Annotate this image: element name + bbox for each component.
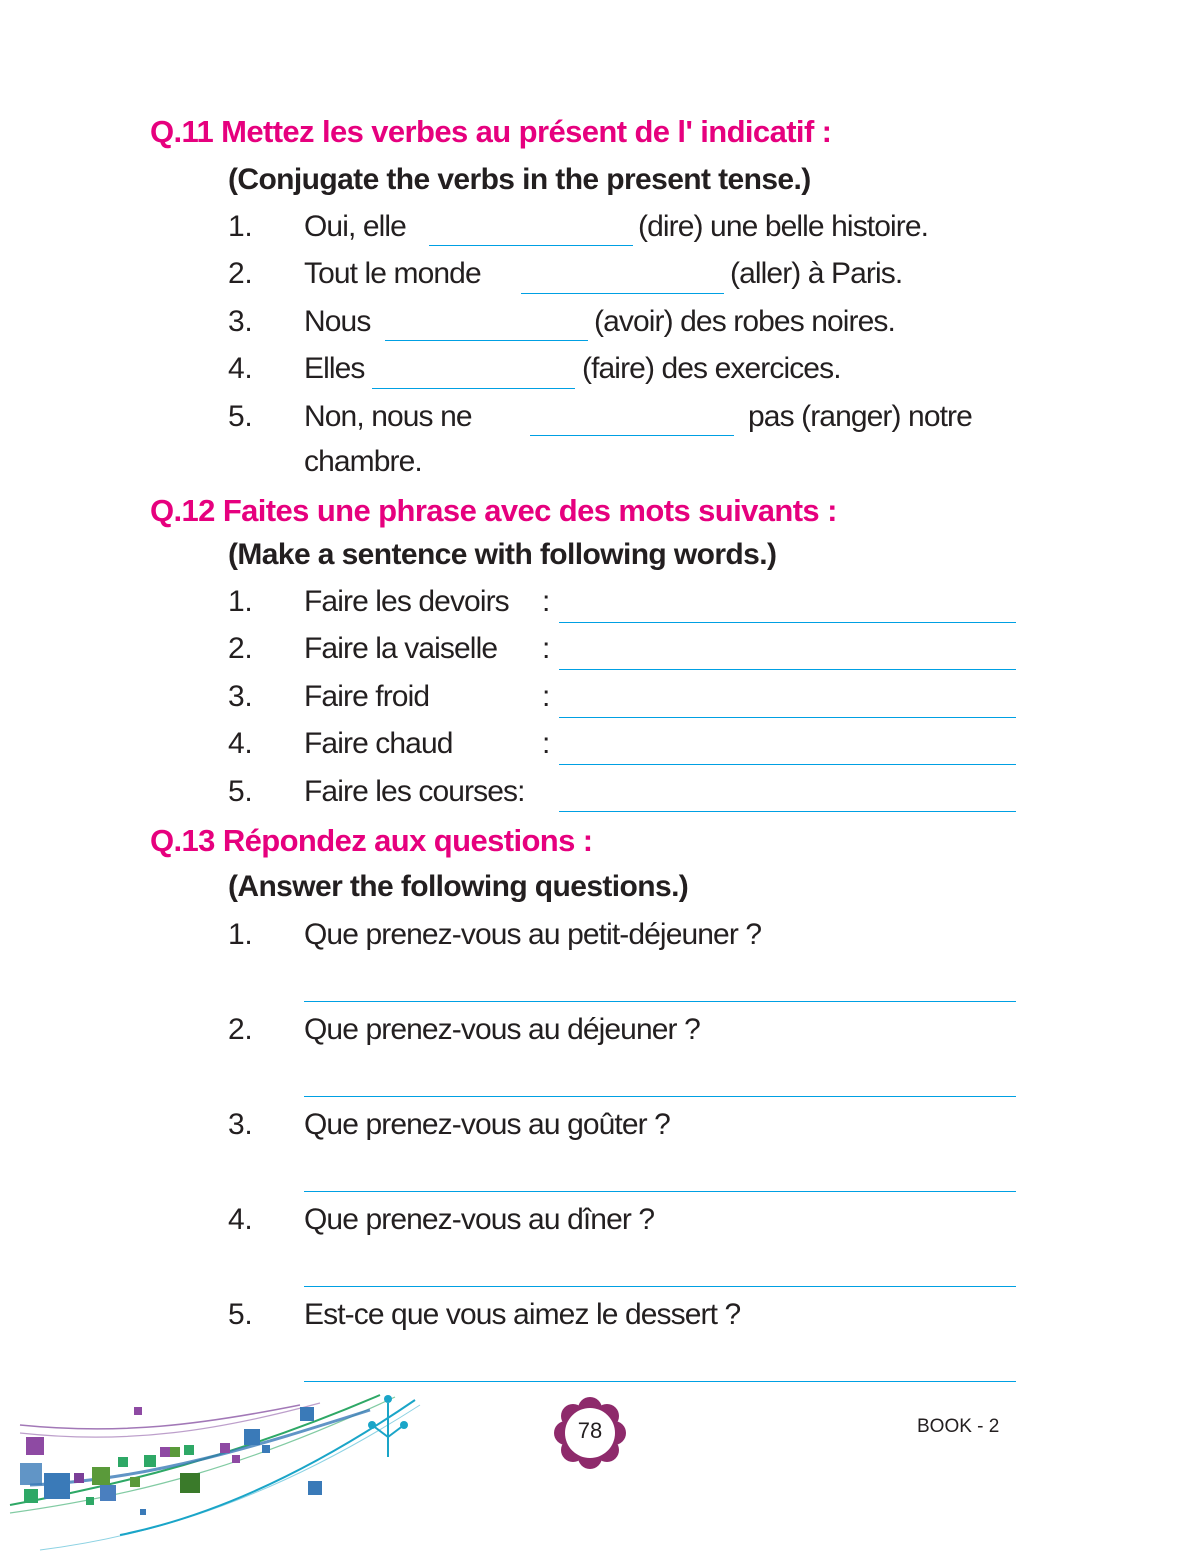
sentence-end: (avoir) des robes noires. [594,305,895,338]
q11-title: Q.11 Mettez les verbes au présent de l' indicatif : [150,114,832,149]
question-text: Que prenez-vous au goûter ? [304,1108,670,1141]
q12-item [0,632,1181,672]
item-number: 4. [228,727,253,760]
q12-item [0,680,1181,720]
colon: : [542,632,551,665]
book-label: BOOK - 2 [917,1416,1000,1437]
word-label: Faire la vaiselle [304,632,498,665]
item-number: 5. [228,775,253,808]
q13-item [0,1203,1181,1243]
sentence-end: (faire) des exercices. [582,352,841,385]
colon: : [542,680,551,713]
q13-subtitle: (Answer the following questions.) [228,870,689,903]
question-text: Que prenez-vous au déjeuner ? [304,1013,700,1046]
item-number: 2. [228,257,253,290]
q11-item-continuation [0,445,1181,485]
item-number: 4. [228,352,253,385]
decorative-swoosh-graphic [0,1385,430,1555]
answer-blank[interactable] [372,388,575,389]
item-number: 1. [228,210,253,243]
q11-item [0,400,1181,440]
colon: : [542,585,551,618]
q11-item [0,210,1181,250]
sentence-continuation: chambre. [304,445,422,478]
q12-item [0,775,1181,815]
sentence-end: (aller) à Paris. [730,257,903,290]
q13-item [0,1013,1181,1053]
answer-line[interactable] [304,1191,1016,1192]
sentence-start: Elles [304,352,365,385]
answer-blank[interactable] [429,245,633,246]
answer-line[interactable] [304,1001,1016,1002]
answer-blank[interactable] [521,293,724,294]
sentence-end: (dire) une belle histoire. [638,210,929,243]
item-number: 4. [228,1203,253,1236]
sentence-line[interactable] [559,764,1016,765]
word-label: Faire les courses: [304,775,525,808]
answer-line[interactable] [304,1381,1016,1382]
q13-title: Q.13 Répondez aux questions : [150,823,593,858]
sentence-line[interactable] [559,811,1016,812]
item-number: 2. [228,1013,253,1046]
answer-blank[interactable] [530,435,734,436]
q11-item [0,257,1181,297]
item-number: 3. [228,680,253,713]
item-number: 2. [228,632,253,665]
q12-subtitle: (Make a sentence with following words.) [228,538,777,571]
q13-item [0,1298,1181,1338]
page-number: 78 [577,1418,603,1443]
answer-line[interactable] [304,1286,1016,1287]
sentence-end: pas (ranger) notre [748,400,972,433]
colon: : [542,727,551,760]
question-text: Que prenez-vous au petit-déjeuner ? [304,918,762,951]
sentence-start: Non, nous ne [304,400,472,433]
sentence-line[interactable] [559,669,1016,670]
item-number: 3. [228,1108,253,1141]
sentence-line[interactable] [559,717,1016,718]
q11-item [0,305,1181,345]
question-text: Que prenez-vous au dîner ? [304,1203,655,1236]
item-number: 5. [228,1298,253,1331]
item-number: 1. [228,585,253,618]
q12-item [0,585,1181,625]
word-label: Faire chaud [304,727,453,760]
q13-item [0,1108,1181,1148]
sentence-start: Nous [304,305,371,338]
answer-blank[interactable] [385,340,588,341]
item-number: 1. [228,918,253,951]
word-label: Faire les devoirs [304,585,509,618]
q11-subtitle: (Conjugate the verbs in the present tense.) [228,163,811,196]
q13-item [0,918,1181,958]
q12-item [0,727,1181,767]
answer-line[interactable] [304,1096,1016,1097]
sprout-icon [368,1395,408,1457]
sentence-line[interactable] [559,622,1016,623]
sentence-start: Tout le monde [304,257,481,290]
item-number: 3. [228,305,253,338]
question-text: Est-ce que vous aimez le dessert ? [304,1298,741,1331]
word-label: Faire froid [304,680,430,713]
q12-title: Q.12 Faites une phrase avec des mots suivants : [150,493,837,528]
item-number: 5. [228,400,253,433]
sentence-start: Oui, elle [304,210,406,243]
q11-item [0,352,1181,392]
